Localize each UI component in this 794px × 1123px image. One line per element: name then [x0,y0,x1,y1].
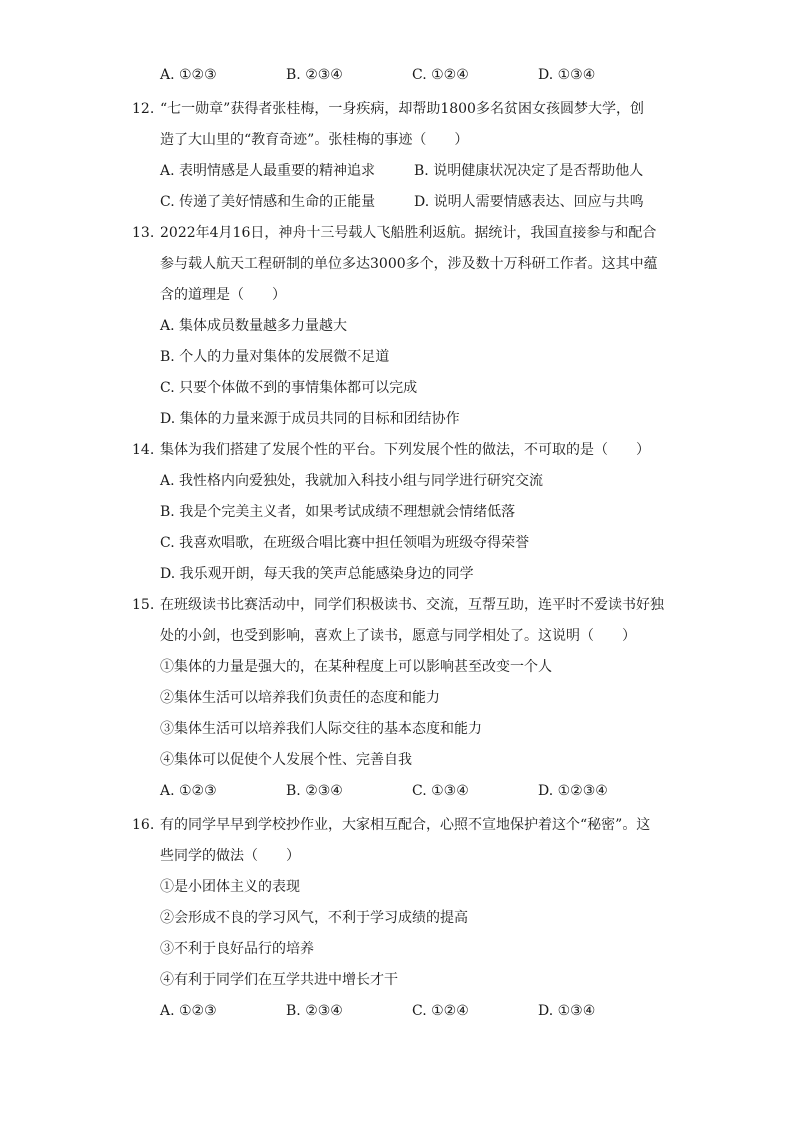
q12-option-b: B. 说明健康状况决定了是否帮助他人 [414,163,644,179]
q14-option-a: A. 我性格内向爱独处，我就加入科技小组与同学进行研究交流 [160,473,544,489]
question-number: 16. [132,817,155,833]
q15-choice-b: B. ②③④ [286,783,343,799]
q13-option-b: B. 个人的力量对集体的发展微不足道 [160,349,390,365]
question-text: “七一勋章”获得者张桂梅，一身疾病，却帮助1800多名贫困女孩圆梦大学，创 [160,101,644,117]
question-text: 2022年4月16日，神舟十三号载人飞船胜利返航。据统计，我国直接参与和配合 [160,225,657,241]
q12-option-a: A. 表明情感是人最重要的精神追求 [160,163,376,179]
question-number: 14. [132,442,155,458]
question-text: 处的小剑，也受到影响，喜欢上了读书，愿意与同学相处了。这说明（ ） [160,628,636,644]
q15-statement-3: ③集体生活可以培养我们人际交往的基本态度和能力 [160,721,482,737]
q15-choices [132,776,652,807]
q11-option-a: A. ①②③ [160,67,217,83]
q11-option-c: C. ①②④ [412,67,469,83]
q14-option-b: B. 我是个完美主义者，如果考试成绩不理想就会情绪低落 [160,504,516,520]
question-number: 15. [132,597,155,613]
q14-option-c: C. 我喜欢唱歌，在班级合唱比赛中担任领唱为班级夺得荣誉 [160,535,530,551]
q16-statement-3: ③不利于良好品行的培养 [160,941,314,957]
q15-statement-4: ④集体可以促使个人发展个性、完善自我 [160,752,412,768]
q16-choice-b: B. ②③④ [286,1003,343,1019]
question-text: 造了大山里的“教育奇迹”。张桂梅的事迹（ ） [160,132,469,148]
q11-option-d: D. ①③④ [538,67,596,83]
question-14 [132,435,652,590]
question-15 [132,590,664,807]
question-text: 在班级读书比赛活动中，同学们积极读书、交流，互帮互助，连平时不爱读书好独 [160,597,664,613]
question-16 [132,810,652,1027]
question-number: 12. [132,101,155,117]
q16-statement-4: ④有利于同学们在互学共进中增长才干 [160,972,398,988]
q16-statement-1: ①是小团体主义的表现 [160,879,300,895]
q13-option-c: C. 只要个体做不到的事情集体都可以完成 [160,380,418,396]
q13-option-a: A. 集体成员数量越多力量越大 [160,318,348,334]
q16-choice-c: C. ①②④ [412,1003,469,1019]
q14-option-d: D. 我乐观开朗，每天我的笑声总能感染身边的同学 [160,566,474,582]
q15-choice-c: C. ①③④ [412,783,469,799]
question-text: 些同学的做法（ ） [160,848,300,864]
q12-option-d: D. 说明人需要情感表达、回应与共鸣 [414,194,644,210]
question-12 [132,94,652,218]
q12-option-c: C. 传递了美好情感和生命的正能量 [160,194,376,210]
question-number: 13. [132,225,155,241]
q16-choices [132,996,652,1027]
q15-choice-d: D. ①②③④ [538,783,608,799]
question-text: 参与载人航天工程研制的单位多达3000多个，涉及数十万科研工作者。这其中蕴 [160,256,658,272]
q16-choice-d: D. ①③④ [538,1003,596,1019]
q16-choice-a: A. ①②③ [160,1003,217,1019]
q15-choice-a: A. ①②③ [160,783,217,799]
question-text: 含的道理是（ ） [160,287,286,303]
question-text: 有的同学早早到学校抄作业，大家相互配合，心照不宣地保护着这个“秘密”。这 [160,817,651,833]
question-13 [132,218,658,435]
q13-option-d: D. 集体的力量来源于成员共同的目标和团结协作 [160,411,460,427]
q11-options [160,64,680,86]
q11-option-b: B. ②③④ [286,67,343,83]
q15-statement-2: ②集体生活可以培养我们负责任的态度和能力 [160,690,440,706]
question-text: 集体为我们搭建了发展个性的平台。下列发展个性的做法，不可取的是（ ） [160,442,650,458]
q15-statement-1: ①集体的力量是强大的，在某种程度上可以影响甚至改变一个人 [160,659,552,675]
q16-statement-2: ②会形成不良的学习风气，不利于学习成绩的提高 [160,910,468,926]
